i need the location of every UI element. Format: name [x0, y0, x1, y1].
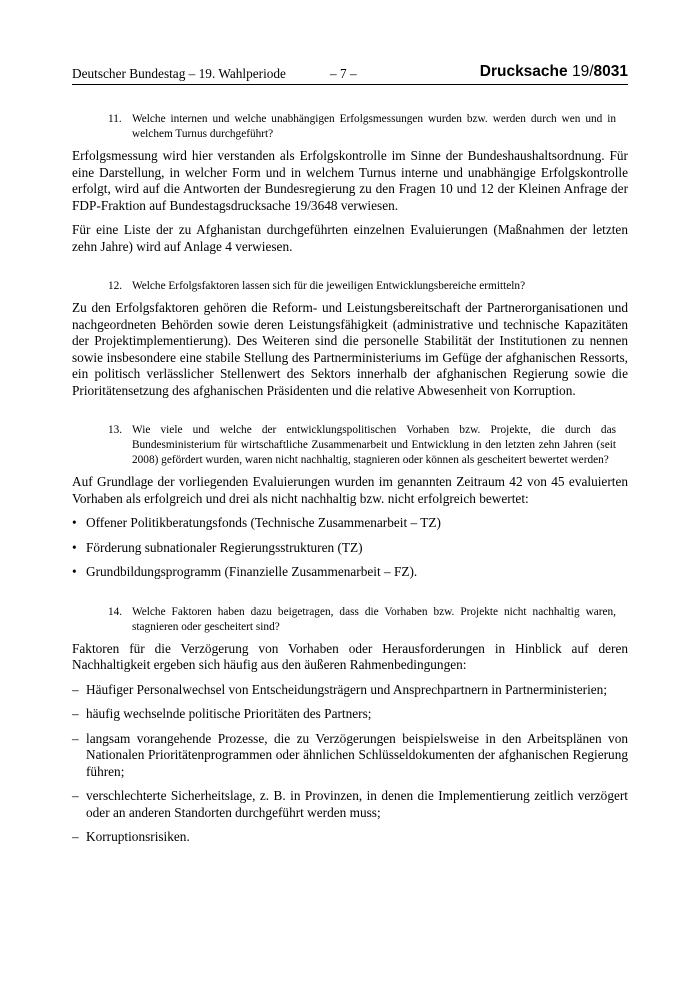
list-item: [72, 829, 628, 846]
answer-11-paragraph-1: Erfolgsmessung wird hier verstanden als Erfolgskontrolle im Sinne der Bundeshaushaltsordnung. Für eine Darstellung, in welcher Form und in welchem Turnus interne und unabhängige Erfolgskontrolle erfolgt, wird auf die Antworten der Bundesregierung zu den Fragen 10 und 12 der Kleinen Anfrage der FDP-Fraktion auf Bundestagsdrucksache 19/3648 verwiesen.: [72, 148, 628, 213]
bullet-mark: •: [72, 515, 77, 530]
question-number: 12.: [108, 280, 123, 292]
list-item: [72, 731, 628, 781]
question-text: Wie viele und welche der entwicklungspolitischen Vorhaben bzw. Projekte, die durch das Bundesministerium für wirtschaftliche Zusammenarbeit und Entwicklung in den letzten zehn Jahren (seit 2008) gefördert wurden, waren nicht nachhaltig, stagnieren oder können als gescheitert bewertet werden?: [132, 424, 616, 466]
factor-dash-list: [72, 682, 628, 846]
dash-mark: –: [72, 730, 79, 746]
list-item: [72, 682, 628, 699]
answer-12: Zu den Erfolgsfaktoren gehören die Reform- und Leistungsbereitschaft der Partnerorganisationen und nachgeordneten Behörden sowie deren Leistungsfähigkeit (administrative und technische Kapazitäten der Projektimplementierung). Des Weiteren sind die personelle Stabilität der Institutionen zu nennen sowie insbesondere eine stabile Stellung des Partnerministeriums im Gefüge der afghanischen Ressorts, ein politisch verlässlicher Stellenwert des Sektors innerhalb der afghanischen Regierung sowie die Prioritätensetzung des afghanischen Präsidenten und die relative Abwesenheit von Korruption.: [72, 300, 628, 398]
list-item: [72, 540, 628, 557]
dash-mark: –: [72, 706, 79, 721]
project-bullet-list: [72, 515, 628, 581]
question-text: Welche internen und welche unabhängigen Erfolgsmessungen wurden bzw. werden durch wen und in welchem Turnus durchgeführt?: [132, 113, 616, 140]
header-number-prefix: 19/: [571, 63, 594, 80]
question-12: [72, 279, 628, 294]
answer-14: Faktoren für die Verzögerung von Vorhaben oder Herausforderungen in Hinblick auf deren Nachhaltigkeit ergeben sich häufig aus den äußeren Rahmenbedingungen:: [72, 640, 628, 672]
question-13: [72, 423, 628, 468]
dash-mark: –: [72, 829, 79, 844]
document-content: [72, 112, 628, 854]
list-item: [72, 788, 628, 821]
list-item-text: langsam vorangehende Prozesse, die zu Verzögerungen beispielsweise in den Arbeitsplänen von Nationalen Prioritätenprogrammen oder ähnlichen Schlüsseldokumenten der afghanischen Regierung führen;: [86, 730, 628, 779]
list-item-text: Grundbildungsprogramm (Finanzielle Zusammenarbeit – FZ).: [86, 564, 418, 579]
header-parliament: Deutscher Bundestag – 19. Wahlperiode: [72, 66, 286, 81]
list-item: [72, 564, 628, 581]
dash-mark: –: [72, 788, 79, 803]
answer-11-paragraph-2: Für eine Liste der zu Afghanistan durchgeführten einzelnen Evaluierungen (Maßnahmen der letzten zehn Jahre) wird auf Anlage 4 verwiesen.: [72, 222, 628, 254]
list-item-text: verschlechterte Sicherheitslage, z. B. in Provinzen, in denen die Implementierung zeitlich verzögert oder an anderen Standorten durchgeführt werden muss;: [86, 788, 628, 820]
page-header: [72, 63, 628, 85]
question-text: Welche Faktoren haben dazu beigetragen, dass die Vorhaben bzw. Projekte nicht nachhaltig waren, stagnieren oder gescheitert sind?: [132, 605, 616, 633]
header-number-bold: 8031: [593, 63, 628, 80]
list-item-text: Förderung subnationaler Regierungsstrukturen (TZ): [86, 539, 363, 555]
list-item-text: häufig wechselnde politische Prioritäten des Partners;: [86, 706, 372, 721]
question-number: 11.: [108, 113, 122, 125]
question-number: 14.: [108, 605, 123, 618]
header-drucksache-label: Drucksache: [479, 63, 568, 80]
answer-13: Auf Grundlage der vorliegenden Evaluierungen wurden im genannten Zeitraum 42 von 45 evaluierten Vorhaben als erfolgreich und drei als nicht nachhaltig bzw. nicht erfolgreich bewertet:: [72, 474, 628, 506]
header-document-number: [480, 63, 628, 81]
list-item-text: Korruptionsrisiken.: [86, 829, 190, 844]
question-14: [72, 605, 628, 635]
spacer: [72, 589, 628, 605]
list-item-text: Häufiger Personalwechsel von Entscheidungsträgern und Ansprechpartnern in Partnerministerien;: [86, 681, 608, 697]
header-page-number: – 7 –: [330, 66, 357, 81]
question-11: [72, 112, 628, 142]
bullet-mark: •: [72, 564, 77, 579]
list-item-text: Offener Politikberatungsfonds (Technische Zusammenarbeit – TZ): [86, 515, 441, 530]
list-item: [72, 706, 628, 723]
question-number: 13.: [108, 424, 123, 436]
spacer: [72, 407, 628, 423]
bullet-mark: •: [72, 539, 77, 555]
question-text: Welche Erfolgsfaktoren lassen sich für die jeweiligen Entwicklungsbereiche ermitteln?: [132, 280, 526, 292]
dash-mark: –: [72, 681, 79, 697]
spacer: [72, 263, 628, 279]
list-item: [72, 515, 628, 532]
